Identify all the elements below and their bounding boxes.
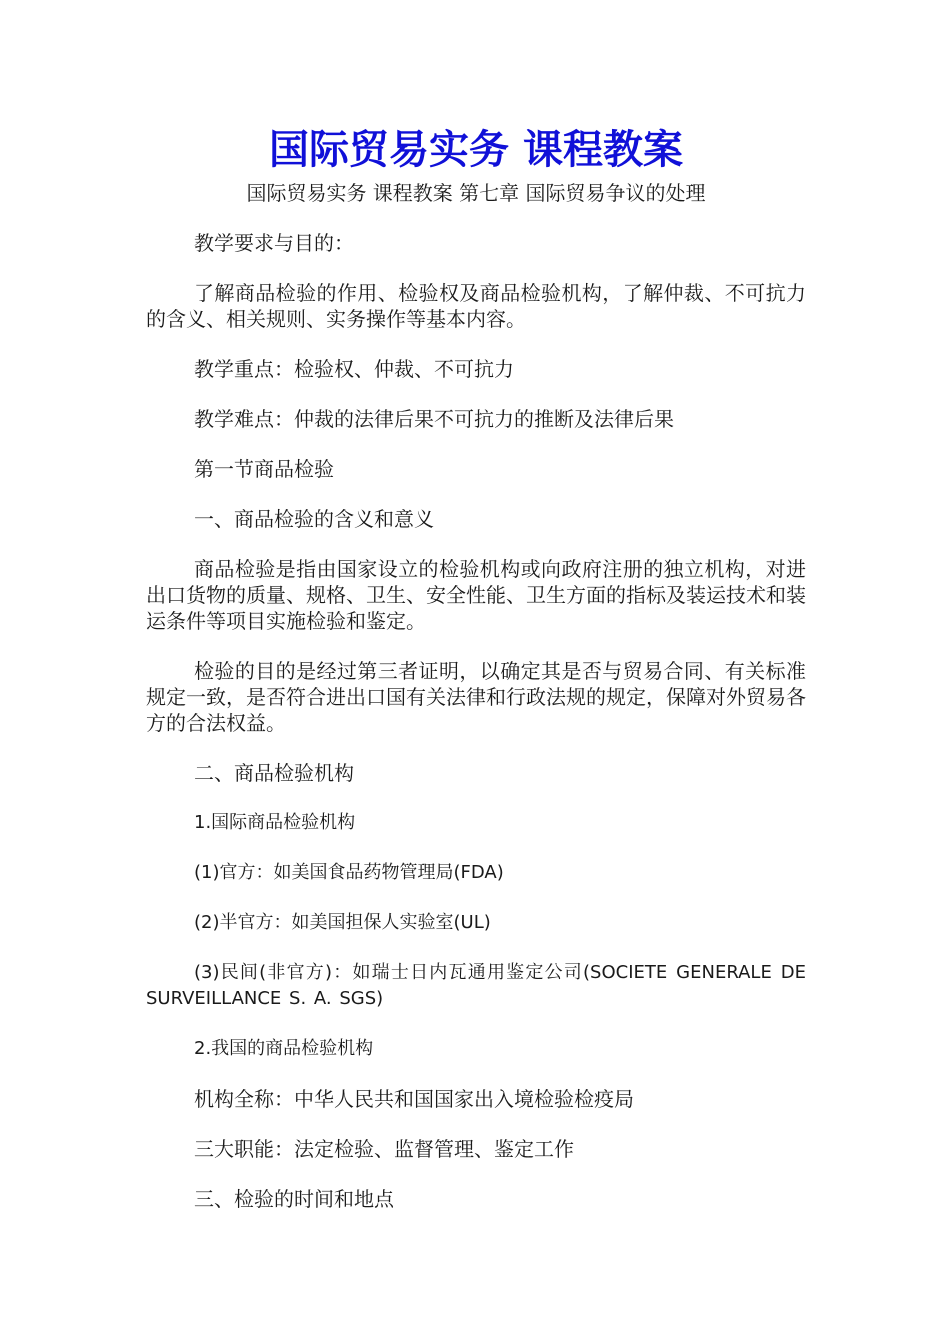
subsection-heading-time-place: 三、检验的时间和地点 bbox=[194, 1187, 394, 1211]
paragraph-inspection-definition: 商品检验是指由国家设立的检验机构或向政府注册的独立机构，对进出口货物的质量、规格、卫生、安全性能、卫生方面的指标及装运技术和装运条件等项目实施检验和鉴定。 bbox=[146, 557, 806, 633]
paragraph-inspection-purpose: 检验的目的是经过第三者证明，以确定其是否与贸易合同、有关标准规定一致，是否符合进出口国有关法律和行政法规的规定，保障对外贸易各方的合法权益。 bbox=[146, 659, 806, 735]
paragraph-key-points: 教学重点：检验权、仲裁、不可抗力 bbox=[194, 357, 514, 381]
list-item-private-agency: (3)民间(非官方)：如瑞士日内瓦通用鉴定公司(SOCIETE GENERALE DE SURVEILLANCE S. A. SGS) bbox=[146, 962, 806, 1009]
list-item-official-agency: (1)官方：如美国食品药物管理局(FDA) bbox=[194, 862, 504, 883]
paragraph-difficult-points: 教学难点：仲裁的法律后果不可抗力的推断及法律后果 bbox=[194, 407, 674, 431]
paragraph-teaching-goals: 了解商品检验的作用、检验权及商品检验机构，了解仲裁、不可抗力的含义、相关规则、实务操作等基本内容。 bbox=[146, 281, 806, 331]
paragraph-agency-full-name: 机构全称：中华人民共和国国家出入境检验检疫局 bbox=[194, 1087, 634, 1111]
section-heading-inspection: 第一节商品检验 bbox=[194, 457, 334, 481]
list-heading-international-agencies: 1.国际商品检验机构 bbox=[194, 812, 356, 833]
list-heading-chinese-agencies: 2.我国的商品检验机构 bbox=[194, 1038, 374, 1059]
document-title: 国际贸易实务 课程教案 bbox=[269, 126, 683, 173]
subsection-heading-meaning: 一、商品检验的含义和意义 bbox=[194, 507, 434, 531]
list-item-semi-official-agency: (2)半官方：如美国担保人实验室(UL) bbox=[194, 912, 491, 933]
document-body bbox=[146, 120, 806, 1212]
paragraph-teaching-goals-heading: 教学要求与目的： bbox=[194, 231, 354, 255]
paragraph-three-functions: 三大职能：法定检验、监督管理、鉴定工作 bbox=[194, 1137, 574, 1161]
subsection-heading-agencies: 二、商品检验机构 bbox=[194, 761, 354, 785]
document-subtitle: 国际贸易实务 课程教案 第七章 国际贸易争议的处理 bbox=[246, 181, 706, 205]
